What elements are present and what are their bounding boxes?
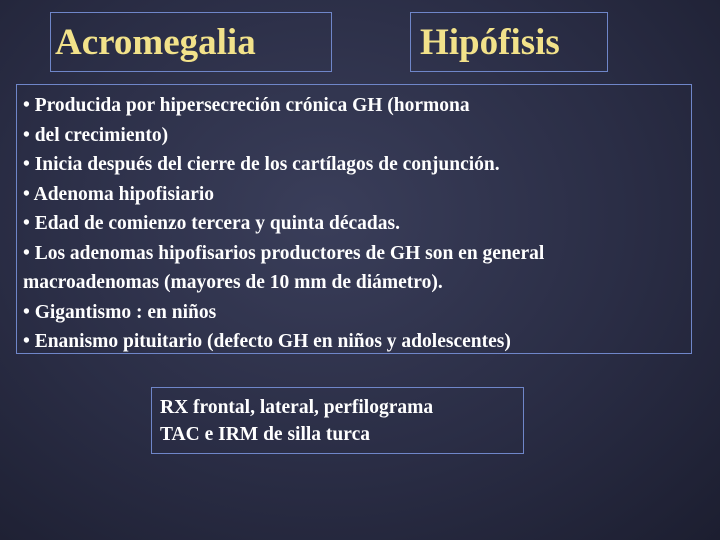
bullet-line: • Inicia después del cierre de los cartílagos de conjunción. [23, 154, 500, 175]
bullet-line: • Los adenomas hipofisarios productores de GH son en general [23, 242, 545, 264]
bullet-line: macroadenomas (mayores de 10 mm de diámetro). [23, 272, 443, 293]
bullet-line: • Gigantismo : en niños [23, 301, 217, 323]
title-acromegalia [50, 12, 332, 72]
bullet-line: • del crecimiento) [23, 124, 169, 146]
imaging-note-box [151, 387, 524, 454]
bullet-line: • Edad de comienzo tercera y quinta décadas. [23, 213, 400, 234]
title-hipofisis-text: Hipófisis [420, 21, 560, 63]
bullet-line: • Producida por hipersecreción crónica GH (hormona [23, 95, 470, 116]
bullet-list-box [16, 84, 692, 354]
title-hipofisis [410, 12, 608, 72]
bullet-line: • Enanismo pituitario (defecto GH en niños y adolescentes) [23, 331, 511, 352]
title-acromegalia-text: Acromegalia [55, 21, 256, 63]
bullet-line: • Adenoma hipofisiario [23, 183, 215, 205]
note-line: RX frontal, lateral, perfilograma [160, 397, 434, 418]
note-line: TAC e IRM de silla turca [160, 424, 370, 445]
